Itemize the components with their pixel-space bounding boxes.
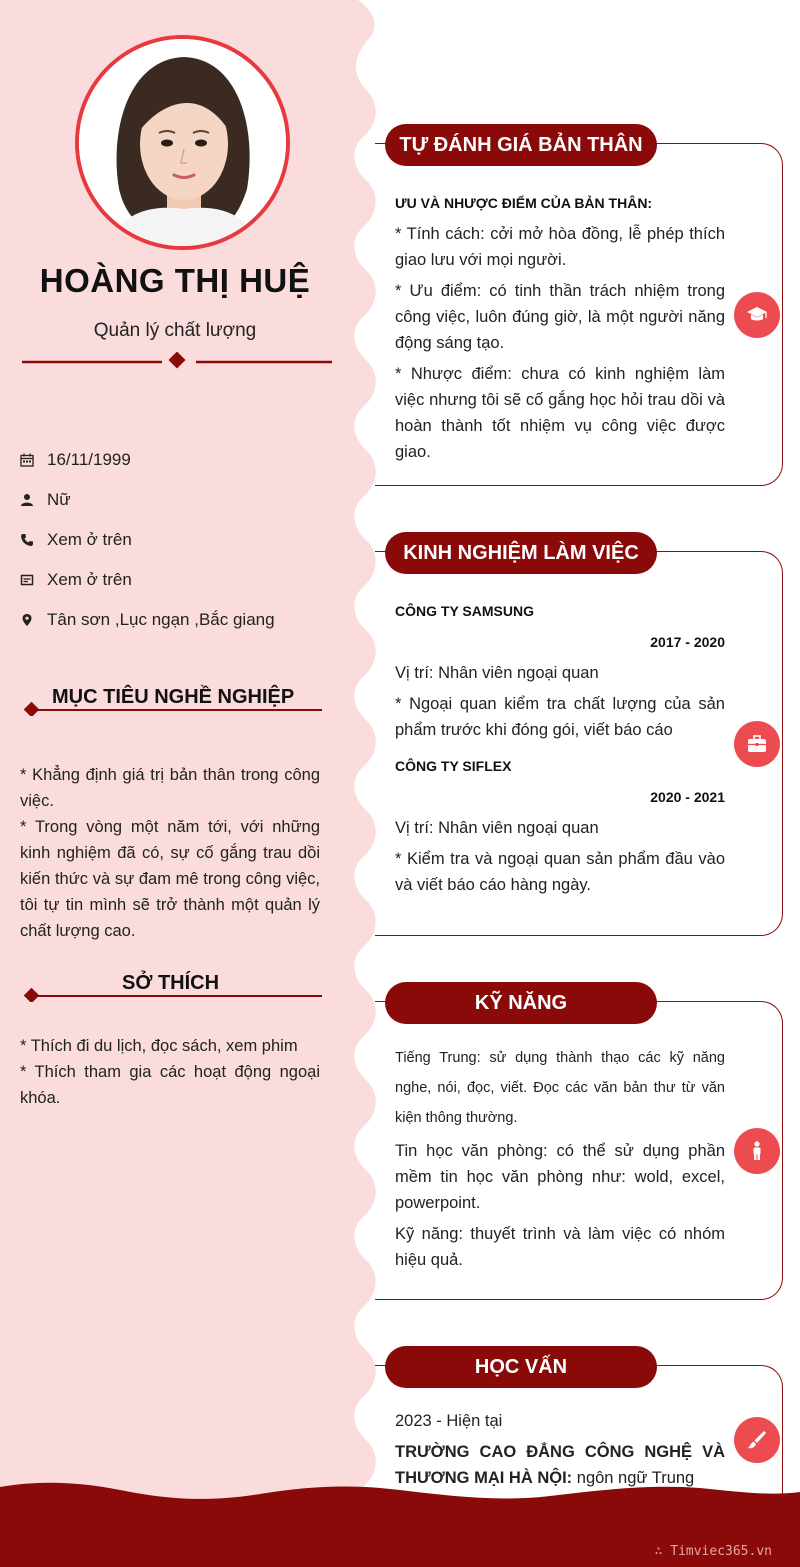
candidate-title: Quản lý chất lượng — [93, 320, 257, 341]
contact-gender — [20, 480, 350, 520]
contact-email — [20, 560, 350, 600]
contact-gender-text: Nữ — [47, 490, 71, 509]
briefcase-icon — [734, 721, 780, 767]
contact-birthday — [20, 440, 350, 480]
self-assessment-title: TỰ ĐÁNH GIÁ BẢN THÂN — [385, 124, 657, 166]
calendar-icon — [20, 451, 47, 469]
contact-address-text: Tân sơn ,Lục ngạn ,Bắc giang — [47, 610, 275, 629]
self-assessment-line: * Ưu điểm: có tinh thần trách nhiệm trong công việc, luôn đúng giờ, là một người năng động sáng tạo. — [395, 282, 725, 352]
contact-address — [20, 600, 350, 640]
objective-line: * Trong vòng một năm tới, với những kinh nghiệm đã có, sự cố gắng trau dồi kiến thức và sự đam mê trong công việc, tôi tự tin mình sẽ trở thành một quản lý chất lượng cao. — [20, 818, 320, 940]
skills-content — [395, 1043, 725, 1278]
skills-title: KỸ NĂNG — [385, 982, 657, 1024]
skill-line: Tiếng Trung: sử dụng thành thạo các kỹ năng nghe, nói, đọc, viết. Đọc các văn bản thư từ văn kiện thông thường. — [395, 1050, 725, 1126]
person-icon — [734, 1128, 780, 1174]
job-description: * Kiểm tra và ngoại quan sản phẩm đầu vào và viết báo cáo hàng ngày. — [395, 850, 725, 894]
paintbrush-icon — [734, 1417, 780, 1463]
email-icon — [20, 571, 47, 589]
user-icon — [20, 491, 47, 509]
contact-email-text: Xem ở trên — [47, 570, 132, 589]
hobbies-text — [20, 1033, 320, 1111]
candidate-name: HOÀNG THỊ HUỆ — [39, 262, 311, 299]
hobbies-title: SỞ THÍCH — [122, 972, 220, 994]
objective-header — [22, 686, 322, 716]
job-company: CÔNG TY SAMSUNG — [395, 603, 534, 619]
hobby-line: * Thích tham gia các hoạt động ngoại khóa. — [20, 1063, 320, 1107]
portrait-photo-icon — [79, 39, 286, 246]
self-assessment-line: * Nhược điểm: chưa có kinh nghiệm làm việc nhưng tôi sẽ cố gắng học hỏi trau dồi và hoàn thành tốt nhiệm vụ công việc được giao. — [395, 365, 725, 461]
job-entry — [395, 598, 725, 743]
job-entry — [395, 753, 725, 898]
job-description: * Ngoại quan kiểm tra chất lượng của sản phẩm trước khi đóng gói, viết báo cáo — [395, 695, 725, 739]
job-company: CÔNG TY SIFLEX — [395, 758, 512, 774]
hobbies-header — [22, 972, 322, 1002]
name-divider — [22, 352, 332, 372]
hobby-line: * Thích đi du lịch, đọc sách, xem phim — [20, 1037, 298, 1055]
education-school: TRƯỜNG CAO ĐẲNG CÔNG NGHỆ VÀ THƯƠNG MẠI HÀ NỘI: — [395, 1443, 725, 1487]
watermark: ∴ Timviec365.vn — [654, 1544, 772, 1559]
job-position: Vị trí: Nhân viên ngoại quan — [395, 664, 599, 682]
job-years: 2020 - 2021 — [650, 789, 725, 805]
job-years: 2017 - 2020 — [650, 634, 725, 650]
education-title: HỌC VẤN — [385, 1346, 657, 1388]
contact-birthday-text: 16/11/1999 — [47, 450, 131, 469]
contact-phone — [20, 520, 350, 560]
job-position: Vị trí: Nhân viên ngoại quan — [395, 819, 599, 837]
skill-line: Kỹ năng: thuyết trình và làm việc có nhóm hiệu quả. — [395, 1225, 725, 1269]
skill-line: Tin học văn phòng: có thể sử dụng phần mềm tin học văn phòng như: wold, excel, powerpoint. — [395, 1142, 725, 1212]
contact-phone-text: Xem ở trên — [47, 530, 132, 549]
objective-text — [20, 762, 320, 944]
self-assessment-line: * Tính cách: cởi mở hòa đồng, lễ phép thích giao lưu với mọi người. — [395, 225, 725, 269]
objective-title: MỤC TIÊU NGHỀ NGHIỆP — [52, 686, 295, 708]
phone-icon — [20, 531, 47, 549]
self-assessment-heading: ƯU VÀ NHƯỢC ĐIỂM CỦA BẢN THÂN: — [395, 195, 653, 211]
contact-info — [20, 440, 350, 640]
education-major: ngôn ngữ Trung — [576, 1469, 695, 1487]
location-icon — [20, 611, 47, 629]
objective-line: * Khẳng định giá trị bản thân trong công việc. — [20, 766, 320, 810]
self-assessment-content — [395, 190, 725, 470]
graduation-cap-icon — [734, 292, 780, 338]
experience-content — [395, 598, 725, 903]
profile-photo — [75, 35, 290, 250]
experience-title: KINH NGHIỆM LÀM VIỆC — [385, 532, 657, 574]
education-period: 2023 - Hiện tại — [395, 1412, 503, 1430]
